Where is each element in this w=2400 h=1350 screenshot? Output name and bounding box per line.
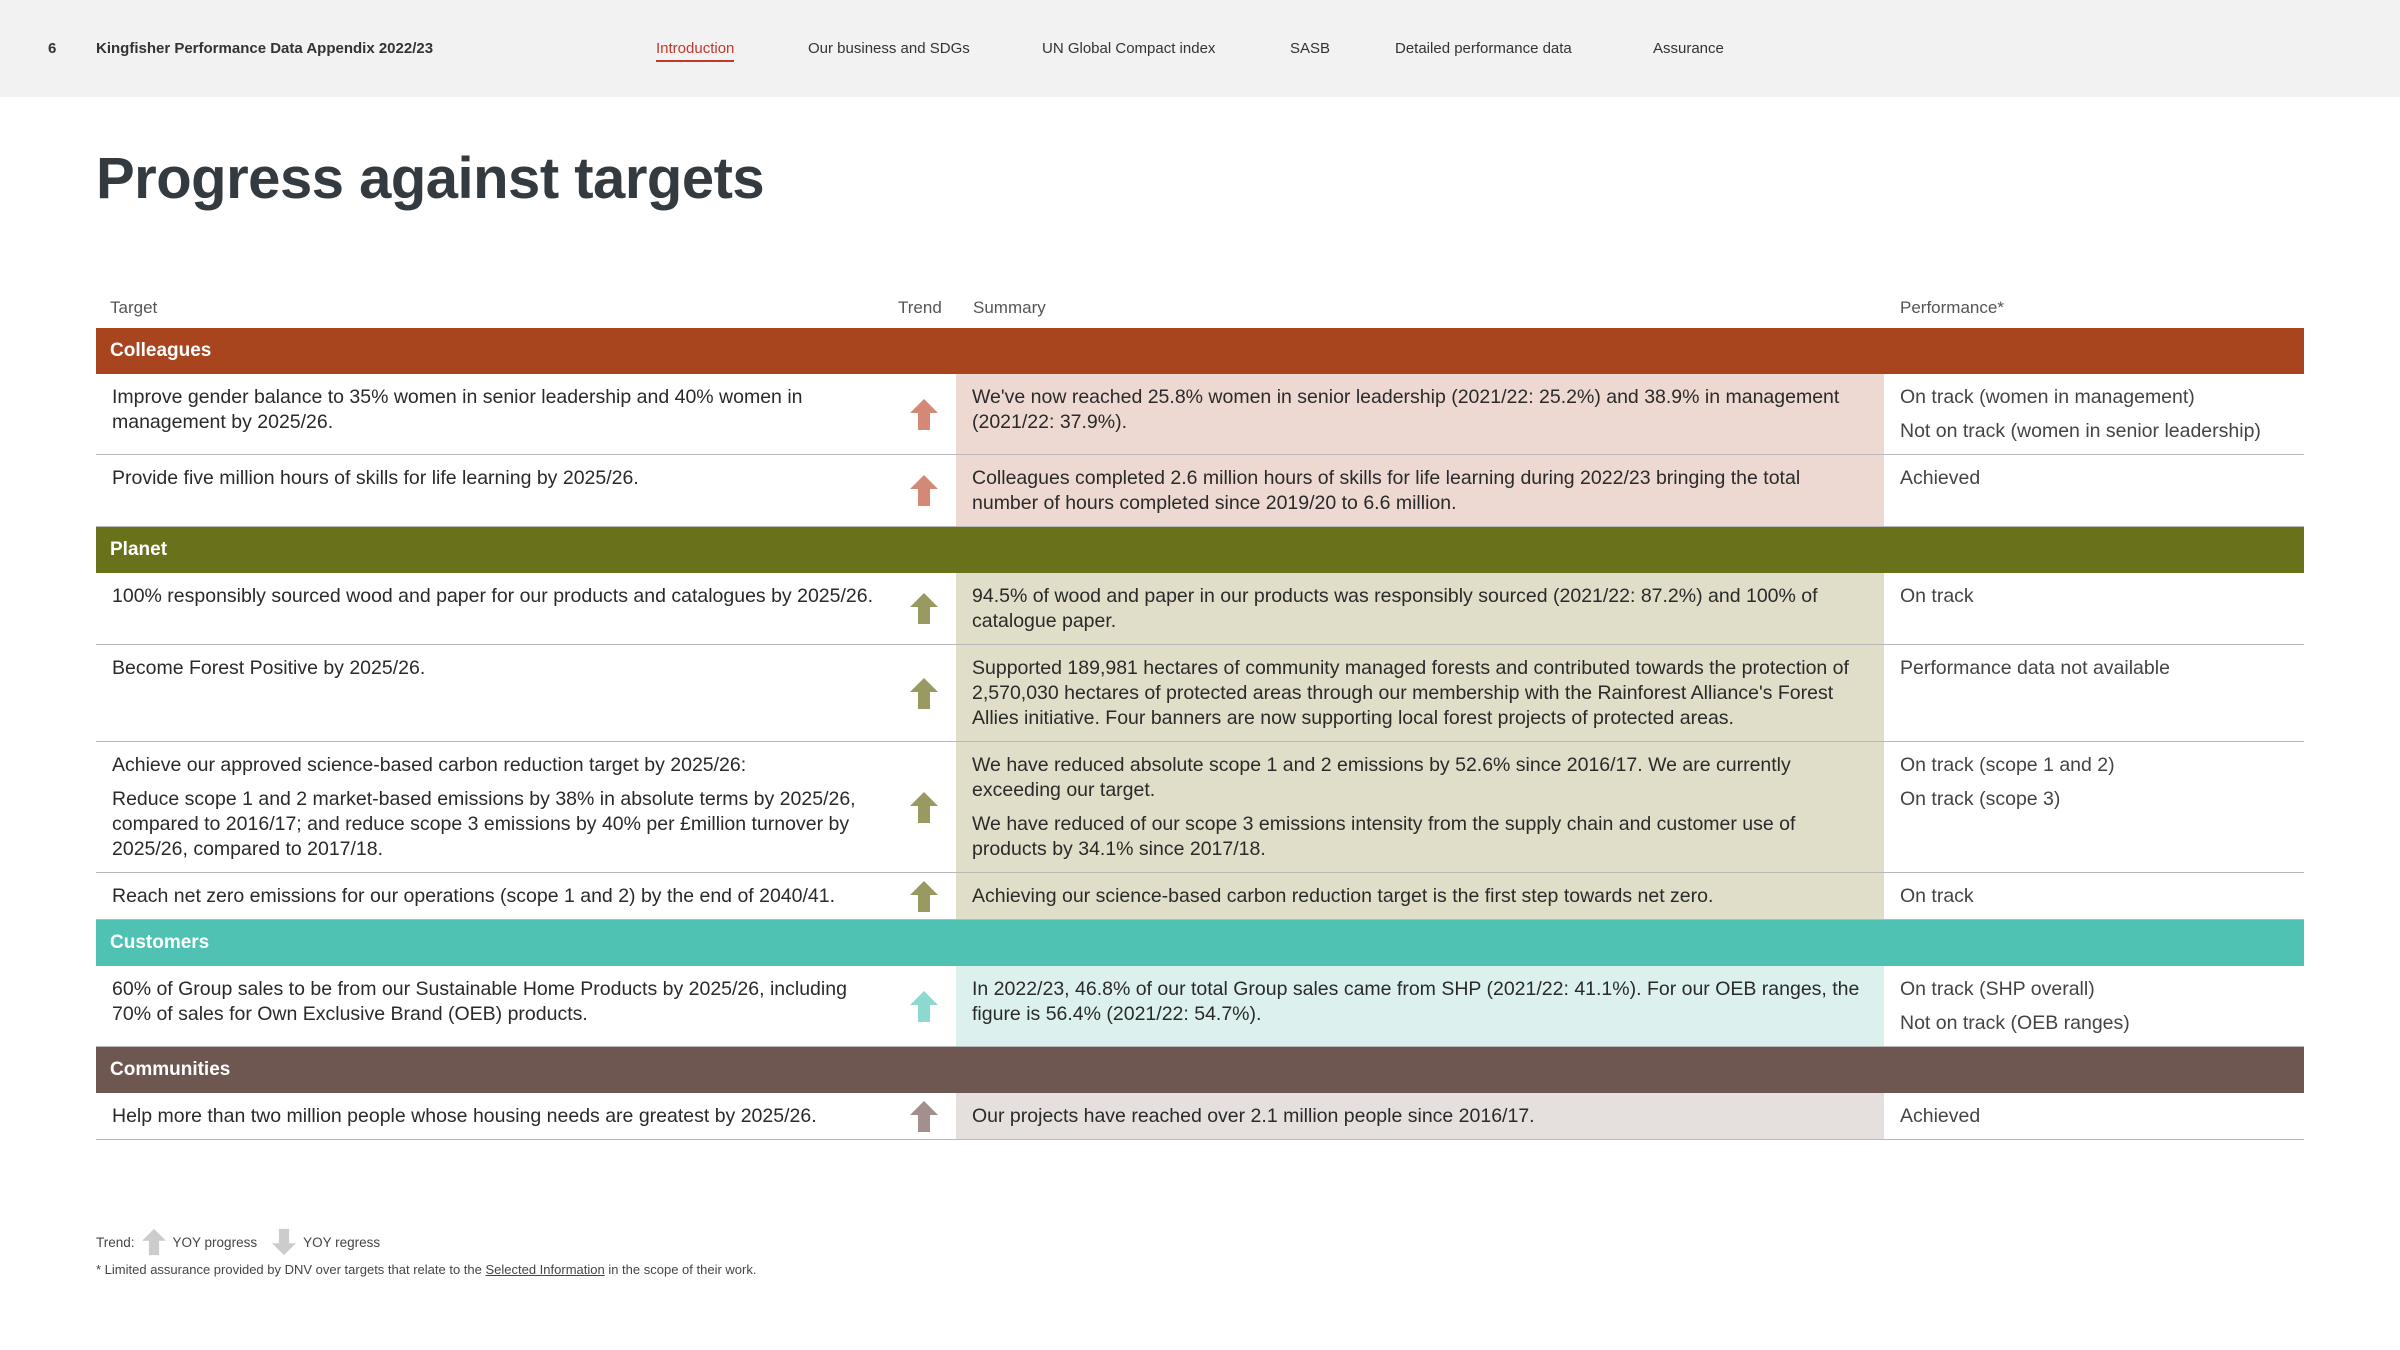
target-cell	[96, 966, 892, 1046]
selected-information-link[interactable]: Selected Information	[485, 1262, 605, 1277]
performance-cell-text: Not on track (women in senior leadership)	[1900, 420, 2261, 442]
performance-cell-text: Achieved	[1900, 1105, 1981, 1127]
performance-cell-text: Achieved	[1900, 467, 1981, 489]
column-header-performance: Performance*	[1900, 298, 2004, 317]
performance-cell-text: On track (SHP overall)	[1900, 978, 2095, 1000]
target-cell	[96, 742, 892, 872]
yoy-regress-label: YOY regress	[303, 1234, 381, 1250]
column-header-trend: Trend	[898, 298, 942, 317]
summary-cell-text: Our projects have reached over 2.1 million people since 2016/17.	[972, 1105, 1535, 1127]
table-row	[96, 742, 2304, 873]
target-cell	[96, 1093, 892, 1139]
up-arrow-icon	[909, 1100, 939, 1133]
performance-cell-text: On track (scope 3)	[1900, 788, 2061, 810]
table-body	[96, 328, 2304, 1140]
nav-un-global-compact[interactable]: UN Global Compact index	[1042, 40, 1216, 57]
summary-cell	[956, 966, 1884, 1046]
summary-cell-text: 94.5% of wood and paper in our products was responsibly sourced (2021/22: 87.2%) and 100% of catalogue paper.	[972, 585, 1818, 632]
nav-sasb[interactable]: SASB	[1290, 40, 1331, 57]
summary-cell	[956, 742, 1884, 872]
performance-cell	[1884, 374, 2304, 454]
summary-cell-text: Colleagues completed 2.6 million hours of skills for life learning during 2022/23 bringing the total number of hours completed since 2019/20 to 6.6 million.	[972, 467, 1801, 514]
trend-cell	[892, 873, 956, 919]
target-cell-text: Help more than two million people whose housing needs are greatest by 2025/26.	[112, 1105, 817, 1127]
up-arrow-icon	[909, 592, 939, 625]
summary-cell-text: We have reduced absolute scope 1 and 2 emissions by 52.6% since 2016/17. We are currently exceeding our target.	[972, 754, 1791, 801]
up-arrow-icon	[909, 398, 939, 431]
trend-cell	[892, 1093, 956, 1139]
up-arrow-icon	[909, 474, 939, 507]
yoy-progress-label: YOY progress	[172, 1234, 258, 1250]
trend-cell	[892, 374, 956, 454]
summary-cell	[956, 573, 1884, 644]
summary-cell-text: Achieving our science-based carbon reduction target is the first step towards net zero.	[972, 885, 1714, 907]
nav-our-business-sdgs[interactable]: Our business and SDGs	[808, 40, 970, 57]
nav-introduction[interactable]: Introduction	[656, 40, 734, 62]
target-cell	[96, 873, 892, 919]
trend-cell	[892, 573, 956, 644]
down-arrow-icon	[271, 1228, 297, 1256]
performance-cell-text: On track	[1900, 585, 1974, 607]
top-navigation-bar	[0, 0, 2400, 97]
nav-detailed-performance-data[interactable]: Detailed performance data	[1395, 40, 1572, 57]
target-cell	[96, 573, 892, 644]
target-cell	[96, 374, 892, 454]
footer	[96, 1228, 756, 1277]
performance-cell	[1884, 742, 2304, 872]
performance-cell-text: On track (scope 1 and 2)	[1900, 754, 2115, 776]
target-cell-text: 100% responsibly sourced wood and paper for our products and catalogues by 2025/26.	[112, 585, 874, 607]
targets-table	[96, 288, 2304, 1140]
summary-cell	[956, 645, 1884, 741]
target-cell-text: Reduce scope 1 and 2 market-based emissions by 38% in absolute terms by 2025/26, compared to 2016/17; and reduce scope 3 emissions by 40% per £million turnover by 2025/26, compared to 2017/18.	[112, 788, 856, 860]
summary-cell	[956, 1093, 1884, 1139]
target-cell-text: Reach net zero emissions for our operations (scope 1 and 2) by the end of 2040/41.	[112, 885, 836, 907]
summary-cell-text: Supported 189,981 hectares of community managed forests and contributed towards the protection of 2,570,030 hectares of protected areas through our membership with the Rainforest Alliance's Forest Allies initiative. Four banners are now supporting local forest projects of protected areas.	[972, 657, 1849, 729]
performance-cell-text: Not on track (OEB ranges)	[1900, 1012, 2130, 1034]
trend-cell	[892, 455, 956, 526]
table-row	[96, 966, 2304, 1047]
up-arrow-icon	[909, 677, 939, 710]
performance-cell	[1884, 645, 2304, 741]
table-row	[96, 645, 2304, 742]
target-cell	[96, 645, 892, 741]
target-cell-text: Become Forest Positive by 2025/26.	[112, 657, 426, 679]
table-row	[96, 374, 2304, 455]
trend-legend	[96, 1228, 756, 1256]
summary-cell	[956, 873, 1884, 919]
table-row	[96, 573, 2304, 645]
page-title: Progress against targets	[96, 146, 765, 211]
up-arrow-icon	[141, 1228, 167, 1256]
summary-cell-text: We have reduced of our scope 3 emissions intensity from the supply chain and customer use of products by 34.1% since 2017/18.	[972, 813, 1796, 860]
table-row	[96, 455, 2304, 527]
performance-cell-text: Performance data not available	[1900, 657, 2170, 679]
up-arrow-icon	[909, 791, 939, 824]
performance-cell-text: On track	[1900, 885, 1974, 907]
trend-cell	[892, 645, 956, 741]
performance-cell-text: On track (women in management)	[1900, 386, 2195, 408]
performance-cell	[1884, 573, 2304, 644]
trend-cell	[892, 966, 956, 1046]
summary-cell-text: In 2022/23, 46.8% of our total Group sales came from SHP (2021/22: 41.1%). For our OEB ranges, the figure is 56.4% (2021/22: 54.7%).	[972, 978, 1860, 1025]
section-header-communities: Communities	[96, 1047, 2304, 1093]
section-header-planet: Planet	[96, 527, 2304, 573]
column-header-target: Target	[110, 298, 158, 317]
table-header	[96, 288, 2304, 328]
table-row	[96, 1093, 2304, 1140]
assurance-note-text-end: in the scope of their work.	[604, 1262, 757, 1277]
up-arrow-icon	[909, 880, 939, 913]
table-row	[96, 873, 2304, 920]
summary-cell-text: We've now reached 25.8% women in senior leadership (2021/22: 25.2%) and 38.9% in management (2021/22: 37.9%).	[972, 386, 1840, 433]
performance-cell	[1884, 966, 2304, 1046]
trend-legend-label: Trend:	[96, 1234, 135, 1250]
document-title: Kingfisher Performance Data Appendix 2022/23	[96, 40, 434, 57]
target-cell-text: Provide five million hours of skills for life learning by 2025/26.	[112, 467, 639, 489]
summary-cell	[956, 374, 1884, 454]
up-arrow-icon	[909, 990, 939, 1023]
section-header-customers: Customers	[96, 920, 2304, 966]
trend-cell	[892, 742, 956, 872]
nav-assurance[interactable]: Assurance	[1653, 40, 1724, 57]
performance-cell	[1884, 1093, 2304, 1139]
performance-cell	[1884, 455, 2304, 526]
summary-cell	[956, 455, 1884, 526]
page-number: 6	[48, 40, 57, 57]
target-cell-text: Improve gender balance to 35% women in senior leadership and 40% women in management by 2025/26.	[112, 386, 803, 433]
column-header-summary: Summary	[973, 298, 1046, 317]
section-header-colleagues: Colleagues	[96, 328, 2304, 374]
performance-cell	[1884, 873, 2304, 919]
target-cell	[96, 455, 892, 526]
target-cell-text: Achieve our approved science-based carbon reduction target by 2025/26:	[112, 754, 747, 776]
target-cell-text: 60% of Group sales to be from our Sustainable Home Products by 2025/26, including 70% of sales for Own Exclusive Brand (OEB) products.	[112, 978, 847, 1025]
assurance-note-text: * Limited assurance provided by DNV over targets that relate to the	[96, 1262, 486, 1277]
assurance-note	[96, 1262, 756, 1277]
